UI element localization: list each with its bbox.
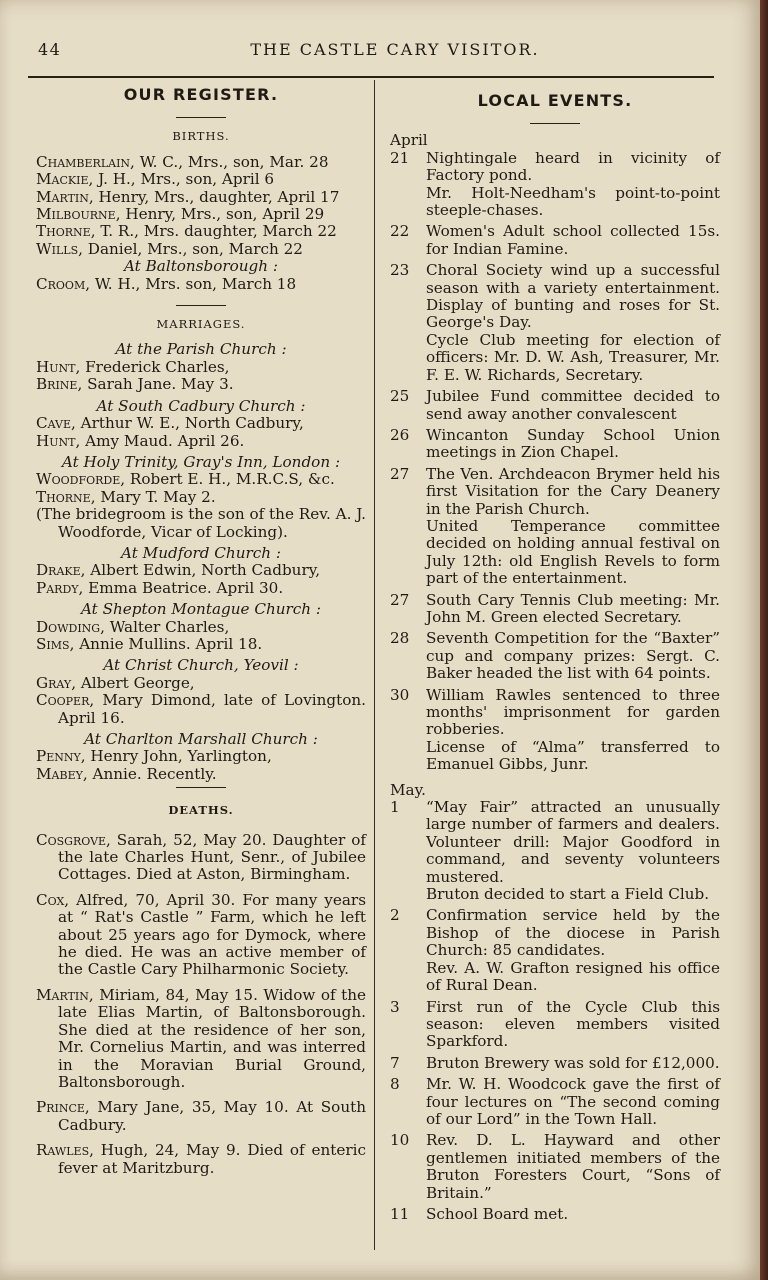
event-item: 2 Confirmation service held by the Bishop of the diocese in Parish Church: 85 candidates. Rev. A. W. Grafton resigned his office of Rural Dean. [390,906,720,995]
event-item: 10 Rev. D. L. Hayward and other gentlemen initiated members of the Bruton Foresters Court, “Sons of Britain.” [390,1131,720,1202]
marriage-place: At Christ Church, Yeovil : [103,656,299,675]
event-item: 22 Women's Adult school collected 15s. for Indian Famine. [390,222,720,258]
event-item: 26 Wincanton Sunday School Union meetings in Zion Chapel. [390,425,720,462]
birth-place: At Baltonsborough : [123,257,279,276]
event-item: 30 William Rawles sentenced to three months' imprisonment for garden robberies. License of “Alma” transferred to Emanuel Gibbs, Junr. [390,685,720,774]
event-item: 27 The Ven. Archdeacon Brymer held his first Visitation for the Cary Deanery in the Parish Church. United Temperance committee decided on holding annual festival on July 12th: old English Revels to form part of the entertainment. [390,464,720,588]
marriage-line: Gray, Albert George, [36,673,195,692]
event-item: 25 Jubilee Fund committee decided to send away another convalescent [390,387,720,423]
death-entry: Martin, Miriam, 84, May 15. Widow of the late Elias Martin, of Baltonsborough. She died at the residence of her son, Mr. Cornelius Martin, and was interred in the Moravian Burial Ground, Baltonsborough. [36,985,366,1091]
register-column [36,86,366,1185]
marriage-line: Thorne, Mary T. May 2. [36,487,216,506]
birth-entry: Wills, Daniel, Mrs., son, March 22 [36,239,303,258]
event-item: 7 Bruton Brewery was sold for £12,000. [390,1053,720,1072]
births-heading: BIRTHS. [172,129,230,144]
event-item: 3 First run of the Cycle Club this season: eleven members visited Sparkford. [390,997,720,1051]
heading-rule [176,117,226,118]
marriage-line: Dowding, Walter Charles, [36,617,230,636]
deaths-list [36,832,366,1177]
marriages-heading: MARRIAGES. [156,317,246,332]
marriage-place: At the Parish Church : [115,340,287,359]
death-entry: Cox, Alfred, 70, April 30. For many years at “ Rat's Castle ” Farm, which he left about 25 years ago for Dymock, where he died. He was an active member of the Castle Cary Philharmonic Society. [36,890,366,979]
death-entry: Prince, Mary Jane, 35, May 10. At South Cadbury. [36,1098,366,1134]
births-list [36,154,366,293]
event-item: 8 Mr. W. H. Woodcock gave the first of four lectures on “The second coming of our Lord” in the Town Hall. [390,1075,720,1128]
register-heading: OUR REGISTER. [123,85,279,104]
marriage-line: Hunt, Frederick Charles, [36,357,230,376]
marriage-note: (The bridegroom is the son of the Rev. A. J. Woodforde, Vicar of Locking). [36,505,366,541]
event-item: 1 “May Fair” attracted an unusually large number of farmers and dealers. Volunteer drill: Major Goodford in command, and seventy volunteers mustered. Bruton decided to start a Field Club. [390,798,720,904]
marriage-line: Sims, Annie Mullins. April 18. [36,634,263,653]
may-events [390,799,720,1223]
month-may: May. [390,780,426,799]
month-april: April [390,131,428,150]
marriage-line: Cave, Arthur W. E., North Cadbury, [36,414,304,433]
running-title: THE CASTLE CARY VISITOR. [250,40,540,59]
april-events [390,150,720,774]
marriage-line: Brine, Sarah Jane. May 3. [36,375,234,394]
marriage-line: Cooper, Mary Dimond, late of Lovington. April 16. [36,691,366,727]
death-entry: Rawles, Hugh, 24, May 9. Died of enteric fever at Maritzburg. [36,1141,366,1177]
book-edge [760,0,768,1280]
heading-rule [530,123,580,124]
section-rule [176,305,226,306]
marriage-line: Penny, Henry John, Yarlington, [36,747,272,766]
marriage-line: Mabey, Annie. Recently. [36,764,217,783]
section-rule [176,787,226,788]
birth-entry: Mackie, J. H., Mrs., son, April 6 [36,170,275,189]
column-divider [374,80,375,1250]
marriages-list [36,341,366,783]
events-column [390,86,720,1227]
marriage-place: At South Cadbury Church : [96,396,306,415]
event-item: 27 South Cary Tennis Club meeting: Mr. John M. Green elected Secretary. [390,590,720,626]
birth-entry: Martin, Henry, Mrs., daughter, April 17 [36,187,340,206]
birth-entry: Chamberlain, W. C., Mrs., son, Mar. 28 [36,152,329,171]
page-number: 44 [38,40,62,59]
header-rule [28,76,714,78]
events-heading: LOCAL EVENTS. [477,91,633,110]
marriage-place: At Mudford Church : [121,543,281,562]
marriage-place: At Charlton Marshall Church : [84,730,318,748]
birth-entry: Croom, W. H., Mrs. son, March 18 [36,274,297,293]
event-item: 23 Choral Society wind up a successful season with a variety entertainment. Display of bunting and roses for St. George's Day. Cycle Club meeting for election of officers: Mr. D. W. Ash, Treasurer, Mr. F. E. W. Richards, Secretary. [390,261,720,384]
marriage-line: Woodforde, Robert E. H., M.R.C.S, &c. [36,470,335,489]
marriage-line: Drake, Albert Edwin, North Cadbury, [36,561,321,580]
marriage-line: Pardy, Emma Beatrice. April 30. [36,578,284,597]
deaths-heading: DEATHS. [168,803,234,818]
birth-entry: Thorne, T. R., Mrs. daughter, March 22 [36,222,337,241]
event-item: 21 Nightingale heard in vicinity of Factory pond. Mr. Holt-Needham's point-to-point steeple-chases. [390,148,720,220]
birth-entry: Milbourne, Henry, Mrs., son, April 29 [36,205,325,224]
event-item: 28 Seventh Competition for the “Baxter” cup and company prizes: Sergt. C. Baker headed the list with 64 points. [390,629,720,683]
marriage-place: At Holy Trinity, Gray's Inn, London : [61,452,341,471]
marriage-line: Hunt, Amy Maud. April 26. [36,431,245,450]
marriage-place: At Shepton Montague Church : [80,600,321,619]
event-item: 11 School Board met. [390,1204,569,1223]
death-entry: Cosgrove, Sarah, 52, May 20. Daughter of the late Charles Hunt, Senr., of Jubilee Cottages. Died at Aston, Birmingham. [36,830,366,884]
